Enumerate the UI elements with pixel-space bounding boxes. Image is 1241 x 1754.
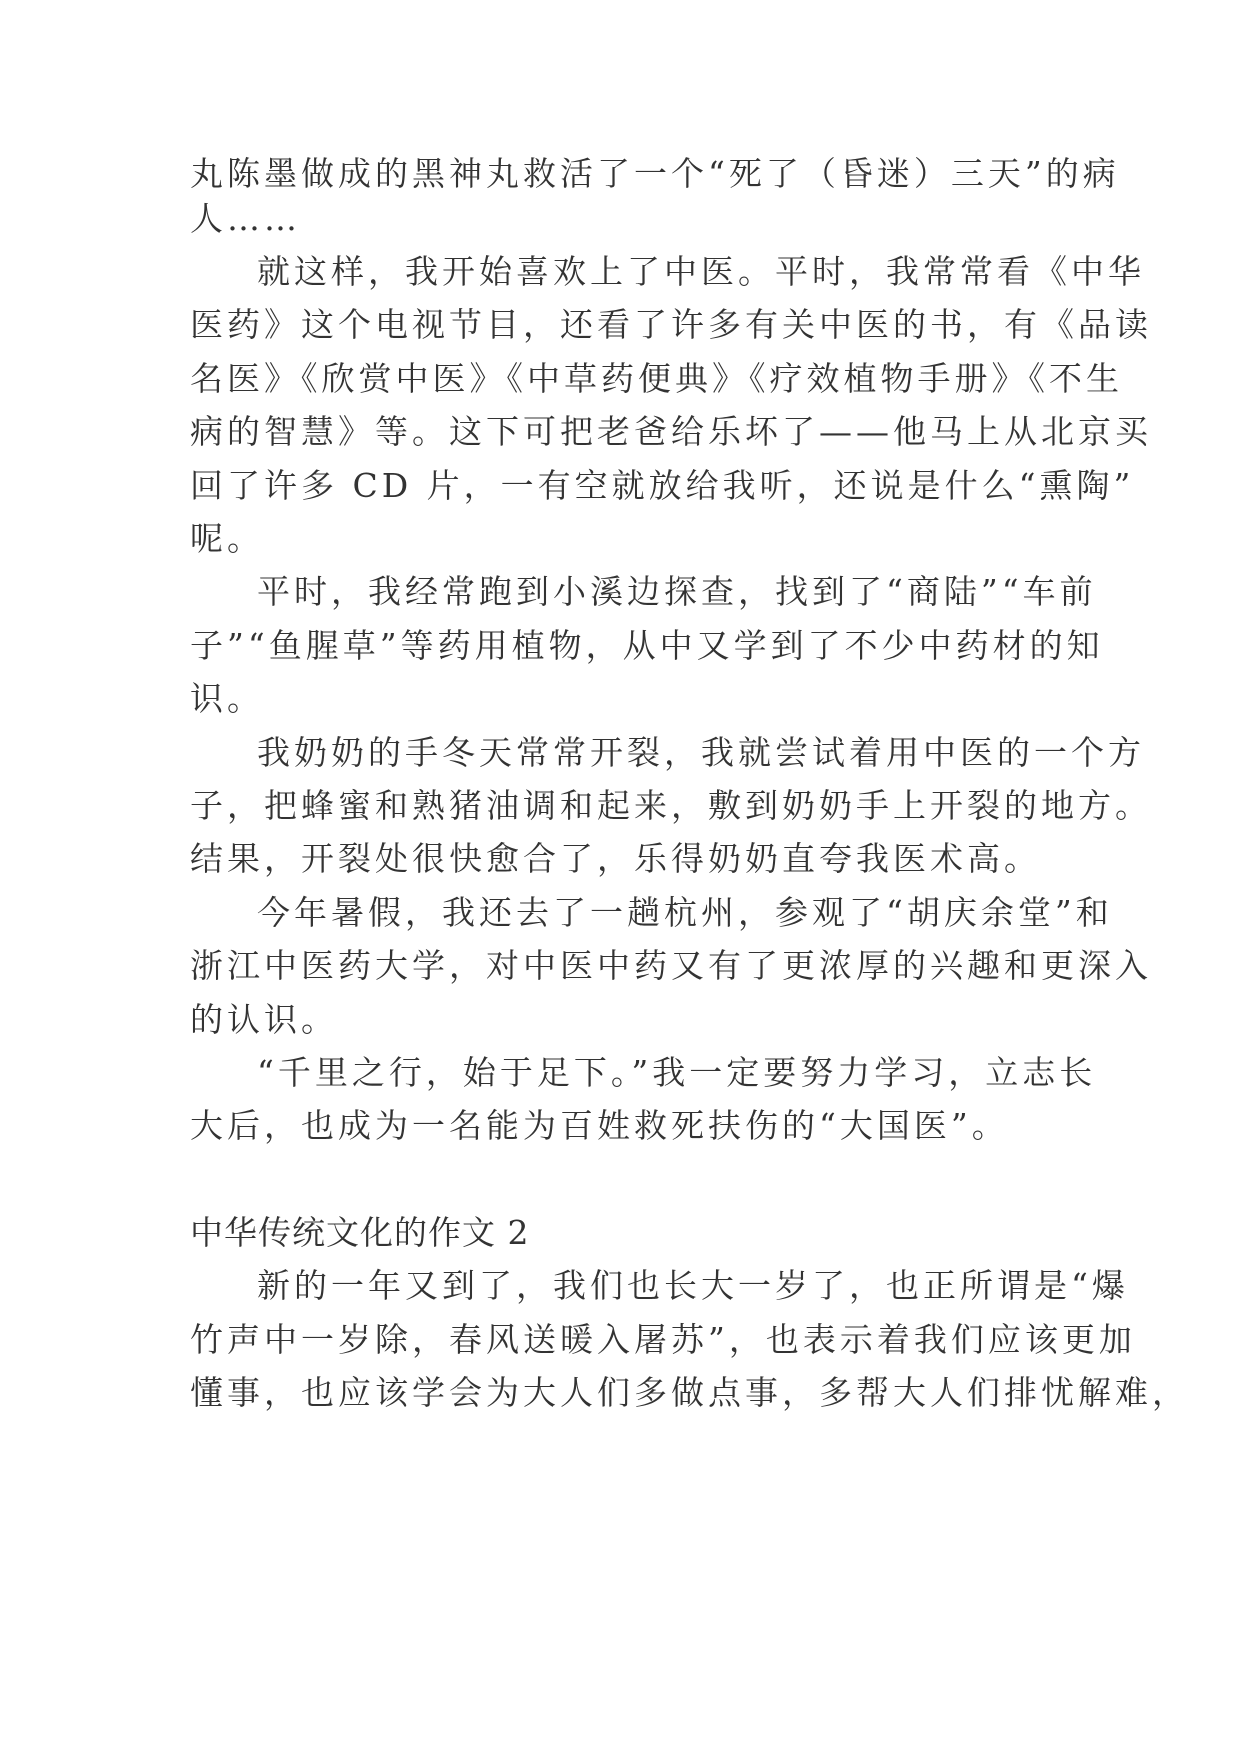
text-line: 的认识。 [190, 1000, 338, 1039]
text-line: 丸陈墨做成的黑神丸救活了一个“死了（昏迷）三天”的病 [190, 154, 1120, 193]
text-line: 病的智慧》等。这下可把老爸给乐坏了——他马上从北京买 [190, 412, 1152, 451]
text-line: 名医》《欣赏中医》《中草药便典》《疗效植物手册》《不生 [190, 359, 1123, 398]
text-line: 大后，也成为一名能为百姓救死扶伤的“大国医”。 [190, 1106, 1009, 1145]
paragraph-start: 我奶奶的手冬天常常开裂，我就尝试着用中医的一个方 [257, 733, 1145, 772]
text-line: 懂事，也应该学会为大人们多做点事，多帮大人们排忧解难， [190, 1373, 1189, 1412]
text-line: 浙江中医药大学，对中医中药又有了更浓厚的兴趣和更深入 [190, 946, 1152, 985]
text-line: 医药》这个电视节目，还看了许多有关中医的书，有《品读 [190, 305, 1152, 344]
text-line: 回了许多 CD 片，一有空就放给我听，还说是什么“熏陶” [190, 466, 1135, 505]
text-line: 结果，开裂处很快愈合了，乐得奶奶直夸我医术高。 [190, 839, 1041, 878]
text-line: 子，把蜂蜜和熟猪油调和起来，敷到奶奶手上开裂的地方。 [190, 786, 1152, 825]
text-line: 识。 [190, 679, 264, 718]
paragraph-start: “千里之行，始于足下。”我一定要努力学习，立志长 [257, 1053, 1097, 1092]
paragraph-start: 新的一年又到了，我们也长大一岁了，也正所谓是“爆 [257, 1266, 1129, 1305]
text-line: 呢。 [190, 519, 264, 558]
section-title: 中华传统文化的作文 2 [190, 1213, 530, 1252]
text-line: 人…… [190, 199, 301, 238]
text-line: 子”“鱼腥草”等药用植物，从中又学到了不少中药材的知 [190, 626, 1104, 665]
paragraph-start: 就这样，我开始喜欢上了中医。平时，我常常看《中华 [257, 252, 1145, 291]
paragraph-start: 今年暑假，我还去了一趟杭州，参观了“胡庆余堂”和 [257, 893, 1113, 932]
paragraph-start: 平时，我经常跑到小溪边探查，找到了“商陆”“车前 [257, 572, 1097, 611]
text-line: 竹声中一岁除，春风送暖入屠苏”，也表示着我们应该更加 [190, 1320, 1136, 1359]
